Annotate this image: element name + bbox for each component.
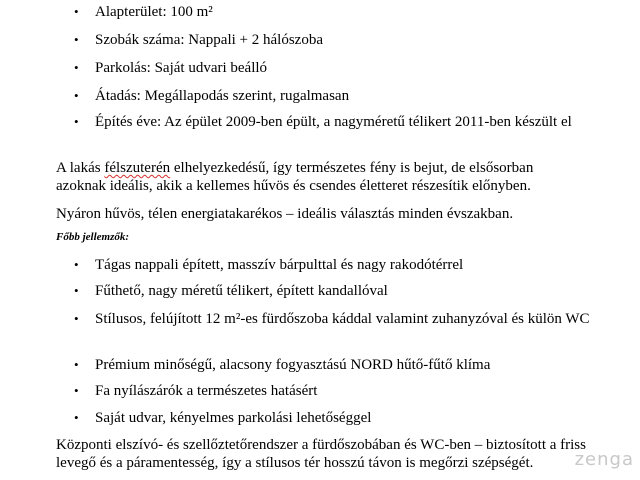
list-item-text: Fűthető, nagy méretű télikert, épített kandallóval bbox=[95, 283, 388, 299]
bullet-icon: • bbox=[74, 410, 79, 425]
list-item bbox=[74, 356, 594, 374]
bullet-icon: • bbox=[74, 32, 79, 47]
list-item-text: Szobák száma: Nappali + 2 hálószoba bbox=[95, 32, 323, 48]
spellcheck-flagged-word[interactable]: félszuterén bbox=[104, 160, 171, 176]
paragraph-text-end: elhelyezkedésű, így természetes fény is bejut, de elsősorban azoknak ideális, akik a kellemes hűvös és csendes életteret részesítik előnyben. bbox=[56, 160, 534, 194]
list-item bbox=[74, 256, 594, 274]
list-item bbox=[74, 87, 594, 105]
list-item bbox=[74, 59, 594, 77]
list-item bbox=[74, 409, 594, 427]
list-item bbox=[74, 31, 594, 49]
list-item-text: Tágas nappali épített, masszív bárpulttal és nagy rakodótérrel bbox=[95, 257, 464, 273]
list-item-text: Átadás: Megállapodás szerint, rugalmasan bbox=[95, 88, 350, 104]
list-item bbox=[74, 113, 599, 131]
list-item-text: Fa nyílászárók a természetes hatásért bbox=[95, 383, 318, 399]
bullet-icon: • bbox=[74, 283, 79, 298]
list-item bbox=[74, 310, 594, 328]
paragraph-ventilation: Központi elszívó- és szellőztetőrendszer a fürdőszobában és WC-ben – biztosított a friss levegő és a páramentesség, így a stílusos tér hosszú távon is megőrzi szépségét. bbox=[56, 437, 586, 471]
list-item-text: Parkolás: Saját udvari beálló bbox=[95, 60, 268, 76]
list-item bbox=[74, 282, 594, 300]
features-heading: Főbb jellemzők: bbox=[56, 231, 130, 243]
bullet-icon: • bbox=[74, 4, 79, 19]
paragraph-location bbox=[56, 159, 586, 195]
list-item-text: Alapterület: 100 m² bbox=[95, 4, 213, 20]
bullet-icon: • bbox=[74, 383, 79, 398]
list-item bbox=[74, 3, 594, 21]
bullet-icon: • bbox=[74, 88, 79, 103]
paragraph-seasons: Nyáron hűvös, télen energiatakarékos – ideális választás minden évszakban. bbox=[56, 206, 514, 222]
list-item bbox=[74, 382, 594, 400]
list-item-text: Saját udvar, kényelmes parkolási lehetőséggel bbox=[95, 410, 372, 426]
bullet-icon: • bbox=[74, 357, 79, 372]
list-item-text: Építés éve: Az épület 2009-ben épült, a nagyméretű télikert 2011-ben készült el bbox=[95, 114, 572, 130]
bullet-icon: • bbox=[74, 114, 79, 129]
bullet-icon: • bbox=[74, 60, 79, 75]
bullet-icon: • bbox=[74, 257, 79, 272]
list-item-text: Stílusos, felújított 12 m²-es fürdőszoba káddal valamint zuhanyzóval és külön WC bbox=[95, 311, 590, 327]
watermark-logo: zenga bbox=[574, 449, 634, 470]
paragraph-text-start: A lakás bbox=[56, 160, 105, 176]
list-item-text: Prémium minőségű, alacsony fogyasztású NORD hűtő-fűtő klíma bbox=[95, 357, 491, 373]
bullet-icon: • bbox=[74, 311, 79, 326]
